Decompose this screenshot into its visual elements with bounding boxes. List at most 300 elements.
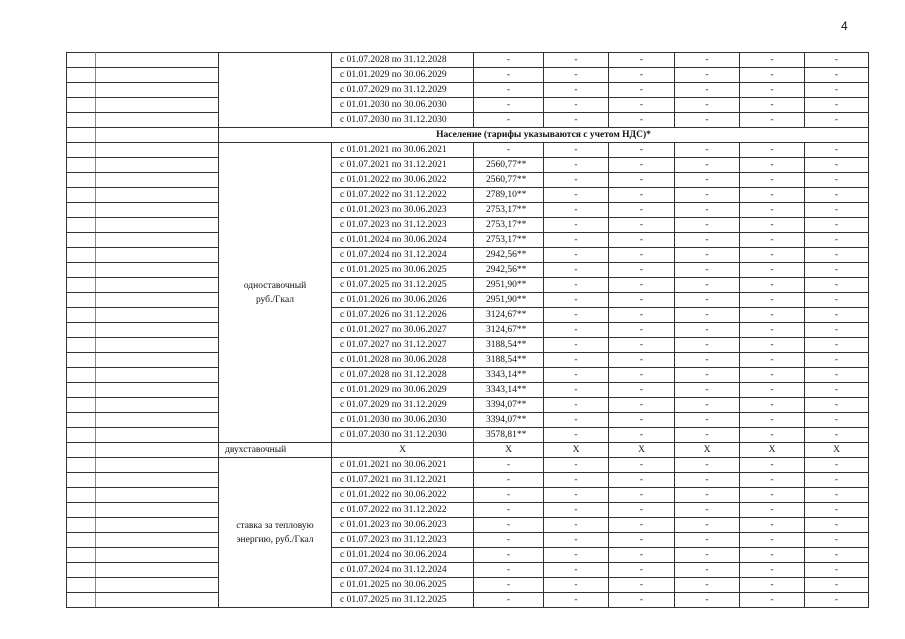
- number-cell: [67, 413, 96, 428]
- value-cell: -: [609, 323, 675, 338]
- value-cell: -: [609, 533, 675, 548]
- name-cell: [96, 473, 219, 488]
- value-cell: -: [805, 203, 869, 218]
- value-cell: -: [609, 518, 675, 533]
- value-cell: -: [609, 383, 675, 398]
- value-cell: -: [805, 368, 869, 383]
- table-row: [67, 533, 869, 548]
- name-cell: [96, 413, 219, 428]
- value-cell: -: [805, 68, 869, 83]
- value-cell: -: [675, 188, 740, 203]
- table-row: [67, 158, 869, 173]
- table-row: [67, 233, 869, 248]
- table-row: [67, 413, 869, 428]
- value-cell: -: [740, 548, 805, 563]
- value-cell: -: [544, 98, 609, 113]
- number-cell: [67, 548, 96, 563]
- number-cell: [67, 533, 96, 548]
- value-cell: 2951,90**: [474, 293, 544, 308]
- value-cell: 3394,07**: [474, 413, 544, 428]
- value-cell: -: [474, 473, 544, 488]
- value-cell: -: [675, 293, 740, 308]
- table-row: [67, 188, 869, 203]
- name-cell: [96, 368, 219, 383]
- number-cell: [67, 83, 96, 98]
- value-cell: -: [805, 308, 869, 323]
- name-cell: [96, 338, 219, 353]
- value-cell: -: [609, 68, 675, 83]
- value-cell: -: [675, 593, 740, 608]
- value-cell: -: [805, 158, 869, 173]
- value-cell: -: [675, 338, 740, 353]
- value-cell: -: [675, 368, 740, 383]
- value-cell: -: [609, 458, 675, 473]
- value-cell: -: [609, 548, 675, 563]
- value-cell: -: [675, 398, 740, 413]
- value-cell: -: [805, 218, 869, 233]
- name-cell: [96, 128, 219, 143]
- period-cell: с 01.01.2027 по 30.06.2027: [332, 323, 474, 338]
- value-cell: -: [544, 173, 609, 188]
- number-cell: [67, 278, 96, 293]
- period-cell: с 01.01.2022 по 30.06.2022: [332, 488, 474, 503]
- value-cell: 3124,67**: [474, 323, 544, 338]
- value-cell: -: [474, 83, 544, 98]
- table-row: [67, 218, 869, 233]
- value-cell: 2560,77**: [474, 158, 544, 173]
- value-cell: -: [474, 518, 544, 533]
- value-cell: X: [805, 443, 869, 458]
- value-cell: -: [544, 368, 609, 383]
- value-cell: -: [675, 233, 740, 248]
- value-cell: -: [740, 68, 805, 83]
- value-cell: 3188,54**: [474, 338, 544, 353]
- table-row: [67, 578, 869, 593]
- value-cell: -: [805, 293, 869, 308]
- value-cell: -: [609, 278, 675, 293]
- period-cell: с 01.01.2021 по 30.06.2021: [332, 143, 474, 158]
- value-cell: -: [740, 188, 805, 203]
- value-cell: -: [609, 218, 675, 233]
- name-cell: [96, 98, 219, 113]
- name-cell: [96, 443, 219, 458]
- value-cell: -: [675, 518, 740, 533]
- value-cell: -: [474, 113, 544, 128]
- period-cell: с 01.07.2022 по 31.12.2022: [332, 503, 474, 518]
- value-cell: -: [544, 188, 609, 203]
- value-cell: -: [805, 488, 869, 503]
- value-cell: 3188,54**: [474, 353, 544, 368]
- value-cell: -: [544, 278, 609, 293]
- value-cell: -: [609, 263, 675, 278]
- value-cell: -: [805, 248, 869, 263]
- value-cell: -: [609, 158, 675, 173]
- heat-rate-label-line2: энергию, руб./Гкал: [236, 534, 314, 545]
- value-cell: -: [544, 113, 609, 128]
- number-cell: [67, 233, 96, 248]
- number-cell: [67, 353, 96, 368]
- value-cell: -: [474, 53, 544, 68]
- value-cell: -: [609, 113, 675, 128]
- value-cell: -: [544, 503, 609, 518]
- table-row: [67, 143, 869, 158]
- table-row: [67, 503, 869, 518]
- value-cell: -: [544, 248, 609, 263]
- table-row: [67, 548, 869, 563]
- name-cell: [96, 233, 219, 248]
- name-cell: [96, 68, 219, 83]
- number-cell: [67, 323, 96, 338]
- value-cell: 3394,07**: [474, 398, 544, 413]
- value-cell: -: [675, 503, 740, 518]
- table-row: [67, 563, 869, 578]
- period-cell: с 01.07.2024 по 31.12.2024: [332, 248, 474, 263]
- value-cell: -: [609, 473, 675, 488]
- value-cell: 2560,77**: [474, 173, 544, 188]
- name-cell: [96, 53, 219, 68]
- value-cell: -: [805, 458, 869, 473]
- value-cell: -: [609, 188, 675, 203]
- period-cell: с 01.07.2028 по 31.12.2028: [332, 53, 474, 68]
- number-cell: [67, 428, 96, 443]
- number-cell: [67, 383, 96, 398]
- number-cell: [67, 188, 96, 203]
- period-cell: с 01.07.2024 по 31.12.2024: [332, 563, 474, 578]
- value-cell: -: [740, 308, 805, 323]
- table-row: [67, 293, 869, 308]
- table-row: [67, 308, 869, 323]
- value-cell: -: [609, 83, 675, 98]
- tariff-table: [66, 52, 869, 608]
- value-cell: -: [675, 263, 740, 278]
- value-cell: -: [740, 83, 805, 98]
- table-row: [67, 353, 869, 368]
- value-cell: -: [740, 293, 805, 308]
- name-cell: [96, 308, 219, 323]
- period-cell: с 01.01.2028 по 30.06.2028: [332, 353, 474, 368]
- number-cell: [67, 593, 96, 608]
- name-cell: [96, 293, 219, 308]
- value-cell: -: [675, 173, 740, 188]
- value-cell: -: [544, 293, 609, 308]
- name-cell: [96, 203, 219, 218]
- value-cell: -: [675, 578, 740, 593]
- value-cell: -: [805, 323, 869, 338]
- value-cell: -: [675, 113, 740, 128]
- indicator-cell: [219, 53, 332, 128]
- value-cell: -: [544, 83, 609, 98]
- value-cell: -: [805, 593, 869, 608]
- name-cell: [96, 593, 219, 608]
- value-cell: -: [474, 68, 544, 83]
- value-cell: -: [474, 533, 544, 548]
- value-cell: -: [544, 383, 609, 398]
- number-cell: [67, 368, 96, 383]
- number-cell: [67, 158, 96, 173]
- period-cell: с 01.07.2021 по 31.12.2021: [332, 158, 474, 173]
- value-cell: -: [675, 533, 740, 548]
- table-row: [67, 458, 869, 473]
- name-cell: [96, 248, 219, 263]
- table-row: [67, 263, 869, 278]
- table-row: [67, 68, 869, 83]
- value-cell: -: [805, 143, 869, 158]
- value-cell: -: [544, 218, 609, 233]
- table-row: [67, 593, 869, 608]
- number-cell: [67, 578, 96, 593]
- value-cell: -: [675, 278, 740, 293]
- table-row: [67, 278, 869, 293]
- value-cell: -: [675, 158, 740, 173]
- value-cell: -: [544, 308, 609, 323]
- table-row: [67, 368, 869, 383]
- number-cell: [67, 113, 96, 128]
- value-cell: -: [474, 578, 544, 593]
- value-cell: -: [675, 383, 740, 398]
- number-cell: [67, 263, 96, 278]
- value-cell: X: [609, 443, 675, 458]
- value-cell: -: [740, 218, 805, 233]
- value-cell: -: [740, 413, 805, 428]
- value-cell: -: [805, 338, 869, 353]
- value-cell: X: [544, 443, 609, 458]
- value-cell: -: [609, 98, 675, 113]
- value-cell: -: [740, 263, 805, 278]
- period-cell: с 01.01.2026 по 30.06.2026: [332, 293, 474, 308]
- single-rate-label: [219, 143, 332, 443]
- number-cell: [67, 53, 96, 68]
- value-cell: -: [544, 578, 609, 593]
- number-cell: [67, 458, 96, 473]
- value-cell: -: [740, 518, 805, 533]
- name-cell: [96, 383, 219, 398]
- value-cell: 3343,14**: [474, 368, 544, 383]
- period-cell: с 01.07.2027 по 31.12.2027: [332, 338, 474, 353]
- value-cell: 2753,17**: [474, 218, 544, 233]
- number-cell: [67, 338, 96, 353]
- value-cell: 2951,90**: [474, 278, 544, 293]
- period-cell: с 01.07.2021 по 31.12.2021: [332, 473, 474, 488]
- value-cell: -: [805, 563, 869, 578]
- period-cell: с 01.07.2030 по 31.12.2030: [332, 428, 474, 443]
- value-cell: -: [544, 143, 609, 158]
- value-cell: -: [675, 218, 740, 233]
- name-cell: [96, 83, 219, 98]
- period-cell: с 01.01.2024 по 30.06.2024: [332, 233, 474, 248]
- name-cell: [96, 143, 219, 158]
- value-cell: -: [609, 248, 675, 263]
- number-cell: [67, 203, 96, 218]
- value-cell: 3124,67**: [474, 308, 544, 323]
- value-cell: -: [805, 428, 869, 443]
- value-cell: -: [805, 53, 869, 68]
- value-cell: -: [740, 503, 805, 518]
- heat-rate-label-line1: ставка за тепловую: [236, 520, 314, 531]
- value-cell: -: [544, 428, 609, 443]
- value-cell: -: [544, 323, 609, 338]
- value-cell: -: [675, 458, 740, 473]
- value-cell: -: [675, 248, 740, 263]
- period-cell: с 01.07.2029 по 31.12.2029: [332, 398, 474, 413]
- value-cell: -: [609, 413, 675, 428]
- table-row: [67, 518, 869, 533]
- table-row: [67, 113, 869, 128]
- value-cell: -: [805, 353, 869, 368]
- value-cell: -: [609, 488, 675, 503]
- value-cell: -: [805, 113, 869, 128]
- number-cell: [67, 563, 96, 578]
- value-cell: -: [675, 488, 740, 503]
- table-row: [67, 83, 869, 98]
- table-row: [67, 323, 869, 338]
- number-cell: [67, 173, 96, 188]
- table-row: [67, 443, 869, 458]
- value-cell: -: [740, 158, 805, 173]
- value-cell: -: [740, 98, 805, 113]
- value-cell: -: [805, 83, 869, 98]
- value-cell: -: [805, 473, 869, 488]
- value-cell: -: [740, 578, 805, 593]
- number-cell: [67, 293, 96, 308]
- value-cell: -: [474, 458, 544, 473]
- value-cell: -: [675, 68, 740, 83]
- period-cell: с 01.01.2023 по 30.06.2023: [332, 203, 474, 218]
- period-cell: с 01.01.2024 по 30.06.2024: [332, 548, 474, 563]
- period-cell: с 01.07.2023 по 31.12.2023: [332, 218, 474, 233]
- value-cell: -: [609, 173, 675, 188]
- value-cell: -: [675, 473, 740, 488]
- value-cell: -: [740, 398, 805, 413]
- value-cell: -: [544, 263, 609, 278]
- number-cell: [67, 98, 96, 113]
- number-cell: [67, 218, 96, 233]
- value-cell: -: [675, 323, 740, 338]
- number-cell: [67, 518, 96, 533]
- value-cell: -: [740, 53, 805, 68]
- value-cell: -: [544, 68, 609, 83]
- value-cell: -: [544, 413, 609, 428]
- value-cell: -: [544, 353, 609, 368]
- name-cell: [96, 533, 219, 548]
- value-cell: -: [544, 158, 609, 173]
- page-number: 4: [841, 19, 848, 33]
- value-cell: -: [675, 83, 740, 98]
- table-row: [67, 128, 869, 143]
- number-cell: [67, 443, 96, 458]
- period-cell: с 01.01.2025 по 30.06.2025: [332, 263, 474, 278]
- table-row: [67, 473, 869, 488]
- name-cell: [96, 353, 219, 368]
- value-cell: -: [609, 308, 675, 323]
- number-cell: [67, 128, 96, 143]
- value-cell: -: [675, 143, 740, 158]
- period-cell: с 01.01.2023 по 30.06.2023: [332, 518, 474, 533]
- value-cell: -: [805, 548, 869, 563]
- value-cell: -: [740, 173, 805, 188]
- single-rate-label-line1: одноставочный: [243, 280, 307, 291]
- value-cell: 3578,81**: [474, 428, 544, 443]
- period-cell: с 01.07.2025 по 31.12.2025: [332, 593, 474, 608]
- period-cell: с 01.01.2029 по 30.06.2029: [332, 383, 474, 398]
- value-cell: -: [544, 518, 609, 533]
- value-cell: -: [805, 533, 869, 548]
- table-row: [67, 203, 869, 218]
- value-cell: -: [609, 53, 675, 68]
- period-cell: с 01.07.2023 по 31.12.2023: [332, 533, 474, 548]
- period-cell: с 01.07.2028 по 31.12.2028: [332, 368, 474, 383]
- value-cell: -: [544, 53, 609, 68]
- name-cell: [96, 563, 219, 578]
- value-cell: -: [609, 338, 675, 353]
- value-cell: -: [609, 593, 675, 608]
- value-cell: -: [609, 368, 675, 383]
- value-cell: -: [544, 593, 609, 608]
- value-cell: -: [740, 323, 805, 338]
- value-cell: -: [544, 548, 609, 563]
- value-cell: -: [544, 203, 609, 218]
- name-cell: [96, 323, 219, 338]
- value-cell: -: [805, 173, 869, 188]
- value-cell: 2942,56**: [474, 248, 544, 263]
- value-cell: -: [805, 263, 869, 278]
- value-cell: X: [332, 443, 474, 458]
- value-cell: -: [675, 428, 740, 443]
- name-cell: [96, 188, 219, 203]
- name-cell: [96, 503, 219, 518]
- value-cell: -: [609, 233, 675, 248]
- name-cell: [96, 173, 219, 188]
- value-cell: -: [609, 428, 675, 443]
- name-cell: [96, 263, 219, 278]
- value-cell: -: [805, 98, 869, 113]
- table-row: [67, 398, 869, 413]
- value-cell: -: [675, 53, 740, 68]
- value-cell: -: [740, 458, 805, 473]
- period-cell: с 01.07.2025 по 31.12.2025: [332, 278, 474, 293]
- name-cell: [96, 113, 219, 128]
- period-cell: с 01.01.2030 по 30.06.2030: [332, 98, 474, 113]
- number-cell: [67, 473, 96, 488]
- table-row: [67, 98, 869, 113]
- value-cell: -: [474, 593, 544, 608]
- table-row: [67, 338, 869, 353]
- name-cell: [96, 398, 219, 413]
- value-cell: -: [675, 203, 740, 218]
- value-cell: -: [609, 578, 675, 593]
- table-row: [67, 248, 869, 263]
- value-cell: -: [544, 458, 609, 473]
- value-cell: -: [805, 188, 869, 203]
- value-cell: -: [740, 368, 805, 383]
- value-cell: -: [675, 353, 740, 368]
- section-title: Население (тарифы указываются с учетом НДС)*: [219, 128, 869, 143]
- value-cell: -: [474, 503, 544, 518]
- value-cell: -: [740, 203, 805, 218]
- value-cell: -: [740, 338, 805, 353]
- name-cell: [96, 578, 219, 593]
- value-cell: -: [740, 233, 805, 248]
- two-rate-label: двухставочный: [219, 443, 332, 458]
- value-cell: X: [474, 443, 544, 458]
- value-cell: X: [740, 443, 805, 458]
- value-cell: -: [609, 563, 675, 578]
- number-cell: [67, 488, 96, 503]
- value-cell: -: [805, 518, 869, 533]
- name-cell: [96, 458, 219, 473]
- number-cell: [67, 503, 96, 518]
- name-cell: [96, 278, 219, 293]
- number-cell: [67, 398, 96, 413]
